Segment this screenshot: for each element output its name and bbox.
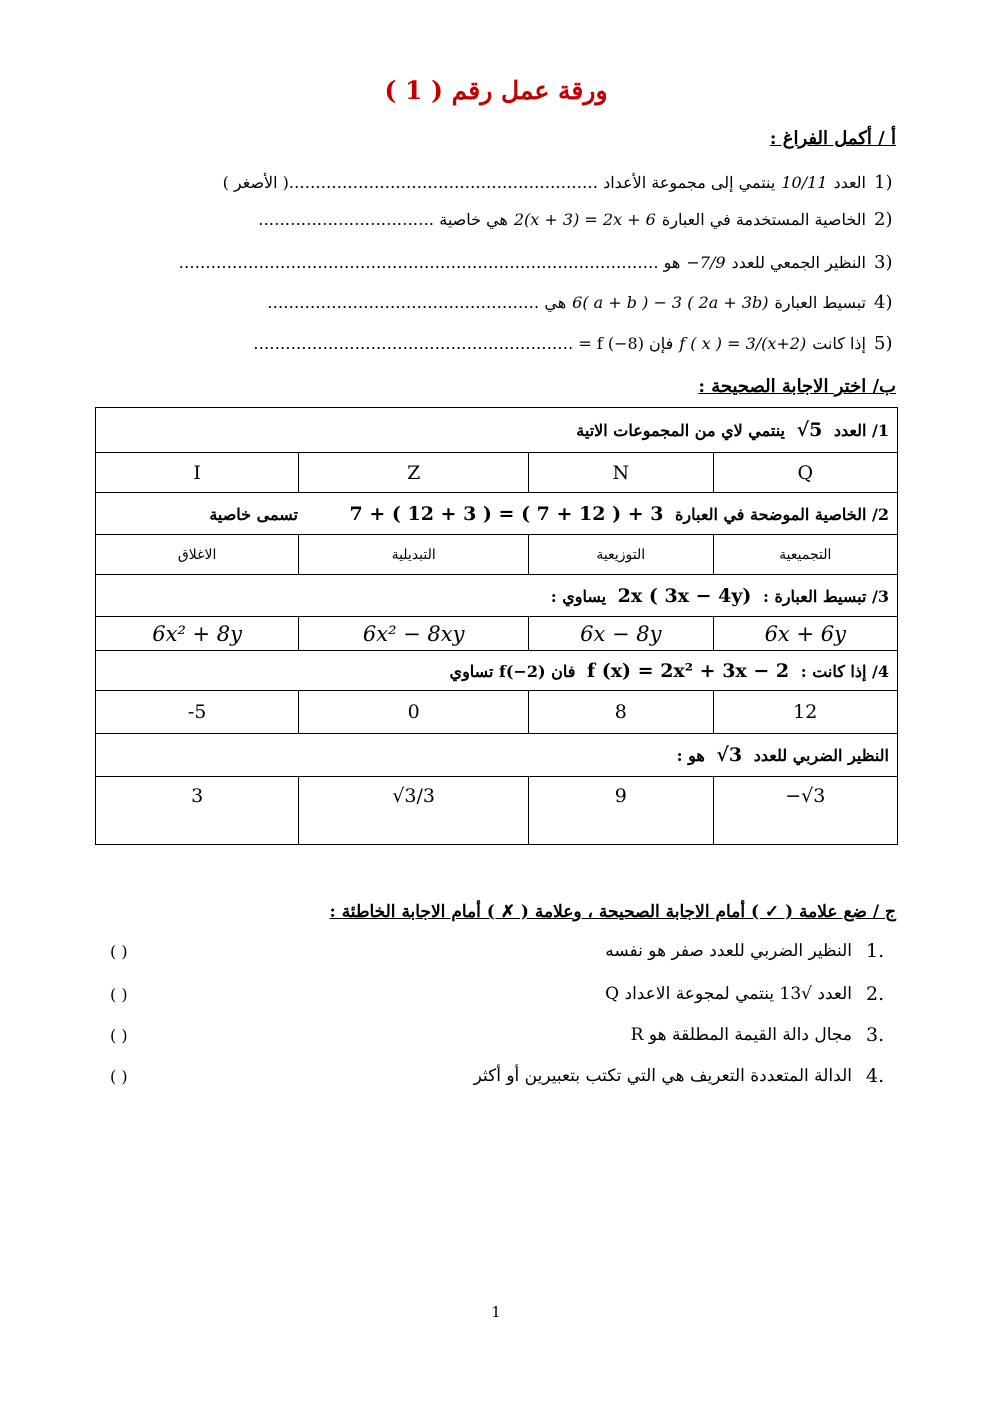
item-text: الدالة المتعددة التعريف هي التي تكتب بتعبيرين أو أكثر: [473, 1066, 852, 1086]
answer-box[interactable]: ( ): [110, 984, 128, 1004]
option-q5-d[interactable]: 3: [96, 777, 299, 845]
option-q2-a[interactable]: التجميعية: [713, 535, 897, 575]
item-number: 1): [874, 171, 893, 193]
item-text: العدد √13 ينتمي لمجوعة الاعداد Q: [605, 984, 852, 1004]
options-row-4: [96, 691, 898, 734]
section-c-heading: ج / ضع علامة ( ✓ ) أمام الاجابة الصحيحة ، وعلامة ( ✗ ) أمام الاجابة الخاطئة :: [329, 902, 896, 922]
item-text-before: الخاصية المستخدمة في العبارة: [661, 209, 866, 229]
item-number: 5): [874, 332, 893, 354]
page-title: ورقة عمل رقم ( 1 ): [384, 76, 608, 105]
option-q3-a[interactable]: 6x + 6y: [713, 617, 897, 651]
item-number: 4.: [866, 1065, 885, 1087]
fill-item-1: [96, 166, 896, 198]
question-text-after: هو :: [676, 746, 705, 765]
options-row-2: [96, 535, 898, 575]
question-text-after: ينتمي لاي من المجموعات الاتية: [576, 421, 785, 440]
question-row-4: [96, 651, 898, 691]
item-math: −7/9: [686, 252, 726, 272]
tf-item-4: [96, 1059, 896, 1093]
option-q4-d[interactable]: -5: [96, 691, 299, 734]
question-math: f (x) = 2x² + 3x − 2: [586, 659, 790, 682]
option-q2-d[interactable]: الاغلاق: [96, 535, 299, 575]
item-text-after: ينتمي إلى مجموعة الأعداد ………………………………………………….( الأصغر ): [222, 172, 776, 192]
question-math: 2x ( 3x − 4y): [617, 584, 752, 607]
option-q1-c[interactable]: Z: [299, 453, 529, 493]
fill-item-5: [96, 327, 896, 359]
question-text-after: فان f(−2) تساوي: [449, 661, 576, 681]
question-text-after: يساوي :: [550, 586, 607, 606]
item-math: f ( x ) = 3/(x+2): [679, 333, 807, 353]
mcq-table: [95, 407, 898, 845]
section-a-heading: أ / أكمل الفراغ :: [769, 128, 896, 149]
item-math: 10/11: [781, 172, 828, 192]
question-2: [96, 493, 898, 535]
question-row-1: [96, 408, 898, 453]
item-number: 4): [874, 291, 893, 313]
question-text-before: النظير الضربي للعدد: [753, 746, 889, 765]
question-row-3: [96, 575, 898, 617]
fill-item-2: [96, 203, 896, 235]
item-text-before: إذا كانت: [812, 333, 866, 353]
item-text-after: هي خاصية ……………………………: [258, 209, 508, 229]
section-b-heading: ب/ اختر الاجابة الصحيحة :: [698, 376, 896, 397]
question-math: 7 + ( 12 + 3 ) = ( 7 + 12 ) + 3: [349, 502, 664, 525]
question-math: √5: [796, 419, 823, 441]
option-q4-b[interactable]: 8: [529, 691, 713, 734]
item-text-before: تبسيط العبارة: [774, 292, 866, 312]
question-text-before: 1/ العدد: [833, 421, 889, 440]
tf-item-2: [96, 977, 896, 1011]
item-text-after: فإن f (−8) = ……………………………………………………: [253, 333, 674, 353]
item-number: 2): [874, 208, 893, 230]
question-text-before: 3/ تبسيط العبارة :: [762, 586, 889, 606]
option-q1-d[interactable]: I: [96, 453, 299, 493]
item-math: 2(x + 3) = 2x + 6: [513, 209, 656, 229]
option-q4-c[interactable]: 0: [299, 691, 529, 734]
option-q2-b[interactable]: التوزيعية: [529, 535, 713, 575]
option-q5-b[interactable]: 9: [529, 777, 713, 845]
question-text-after: تسمى خاصية: [209, 504, 298, 524]
item-text-after: هي ……………………………………………: [267, 292, 567, 312]
page-number: 1: [491, 1303, 501, 1321]
item-number: 2.: [866, 983, 885, 1005]
option-q3-b[interactable]: 6x − 8y: [529, 617, 713, 651]
question-row-5: [96, 734, 898, 777]
option-q5-c[interactable]: √3/3: [299, 777, 529, 845]
option-q3-c[interactable]: 6x² − 8xy: [299, 617, 529, 651]
item-number: 3.: [866, 1024, 885, 1046]
answer-box[interactable]: ( ): [110, 1025, 128, 1045]
answer-box[interactable]: ( ): [110, 941, 128, 961]
option-q4-a[interactable]: 12: [713, 691, 897, 734]
fill-item-4: [96, 286, 896, 318]
fill-item-3: [96, 246, 896, 278]
options-row-5: [96, 777, 898, 845]
item-text-before: النظير الجمعي للعدد: [731, 252, 866, 272]
item-text: مجال دالة القيمة المطلقة هو R: [630, 1025, 852, 1045]
question-text-before: 4/ إذا كانت :: [800, 661, 889, 681]
tf-item-3: [96, 1018, 896, 1052]
option-q2-c[interactable]: التبديلية: [299, 535, 529, 575]
options-row-1: [96, 453, 898, 493]
question-text-before: 2/ الخاصية الموضحة في العبارة: [675, 504, 889, 524]
question-math: √3: [716, 744, 743, 766]
question-row-2: [96, 493, 898, 535]
tf-item-1: [96, 934, 896, 968]
question-1: [96, 408, 898, 453]
answer-box[interactable]: ( ): [110, 1066, 128, 1086]
question-4: [96, 651, 898, 691]
item-text-after: هو ………………………………………………………………………………: [178, 252, 681, 272]
options-row-3: [96, 617, 898, 651]
item-text: النظير الضربي للعدد صفر هو نفسه: [605, 941, 852, 961]
item-number: 1.: [866, 940, 885, 962]
item-number: 3): [874, 251, 893, 273]
item-text-before: العدد: [833, 172, 866, 192]
question-5: [96, 734, 898, 777]
option-q1-b[interactable]: N: [529, 453, 713, 493]
question-3: [96, 575, 898, 617]
item-math: 6( a + b ) − 3 ( 2a + 3b): [572, 292, 769, 312]
option-q5-a[interactable]: −√3: [713, 777, 897, 845]
option-q3-d[interactable]: 6x² + 8y: [96, 617, 299, 651]
option-q1-a[interactable]: Q: [713, 453, 897, 493]
